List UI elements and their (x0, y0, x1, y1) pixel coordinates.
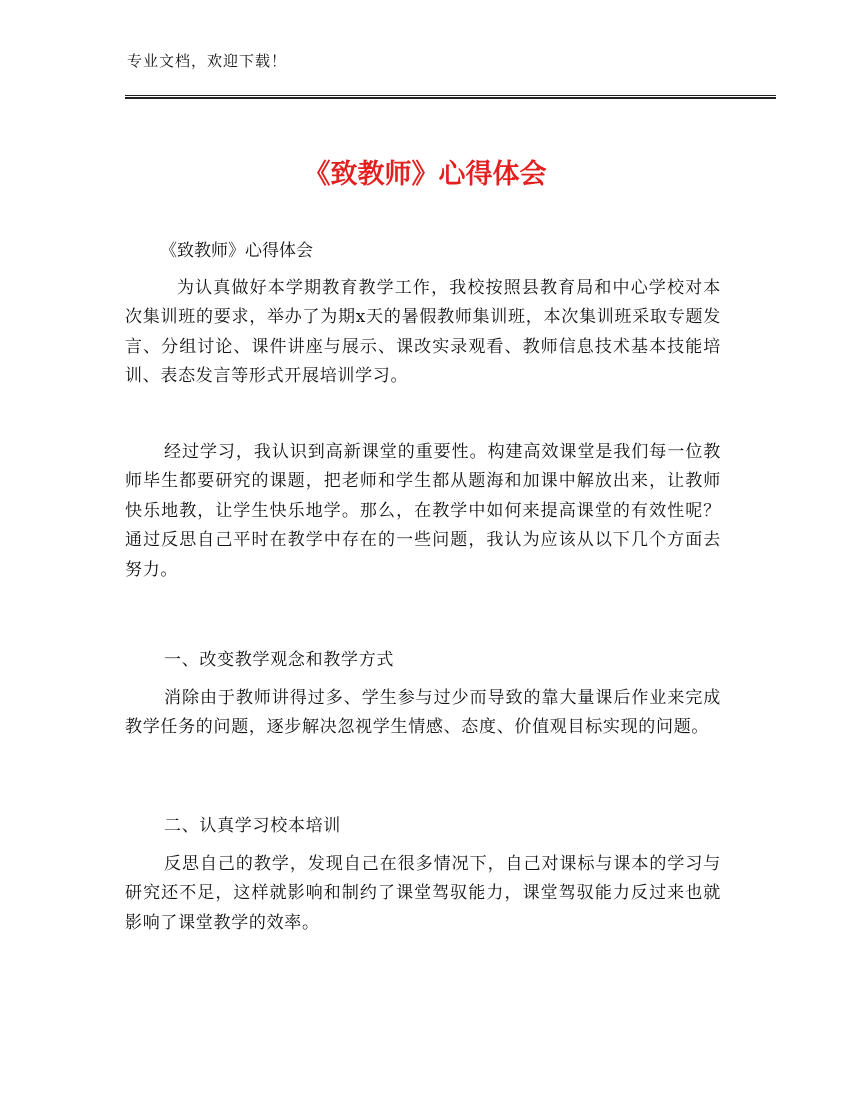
document-title: 《致教师》心得体会 (303, 159, 547, 190)
document-subtitle: 《致教师》心得体会 (160, 241, 313, 261)
section-heading-1: 一、改变教学观念和教学方式 (164, 650, 395, 670)
paragraph-intro: 为认真做好本学期教育教学工作，我校按照县教育局和中心学校对本次集训班的要求，举办了为期x天的暑假教师集训班，本次集训班采取专题发言、分组讨论、课件讲座与展示、课改实录观看、教师信息技术基本技能培训、表态发言等形式开展培训学习。 (125, 278, 721, 387)
header-divider (125, 95, 776, 99)
paragraph-learning: 经过学习，我认识到高新课堂的重要性。构建高效课堂是我们每一位教师毕生都要研究的课题，把老师和学生都从题海和加课中解放出来，让教师快乐地教，让学生快乐地学。那么，在教学中如何来提高课堂的有效性呢？通过反思自己平时在教学中存在的一些问题，我认为应该从以下几个方面去努力。 (125, 442, 721, 580)
paragraph-section-2: 反思自己的教学，发现自己在很多情况下，自己对课标与课本的学习与研究还不足，这样就影响和制约了课堂驾驭能力，课堂驾驭能力反过来也就影响了课堂教学的效率。 (125, 854, 721, 933)
section-heading-2: 二、认真学习校本培训 (164, 816, 341, 836)
page-header-text: 专业文档，欢迎下载！ (127, 52, 288, 70)
paragraph-section-1: 消除由于教师讲得过多、学生参与过少而导致的靠大量课后作业来完成教学任务的问题，逐步解决忽视学生情感、态度、价值观目标实现的问题。 (125, 688, 721, 738)
